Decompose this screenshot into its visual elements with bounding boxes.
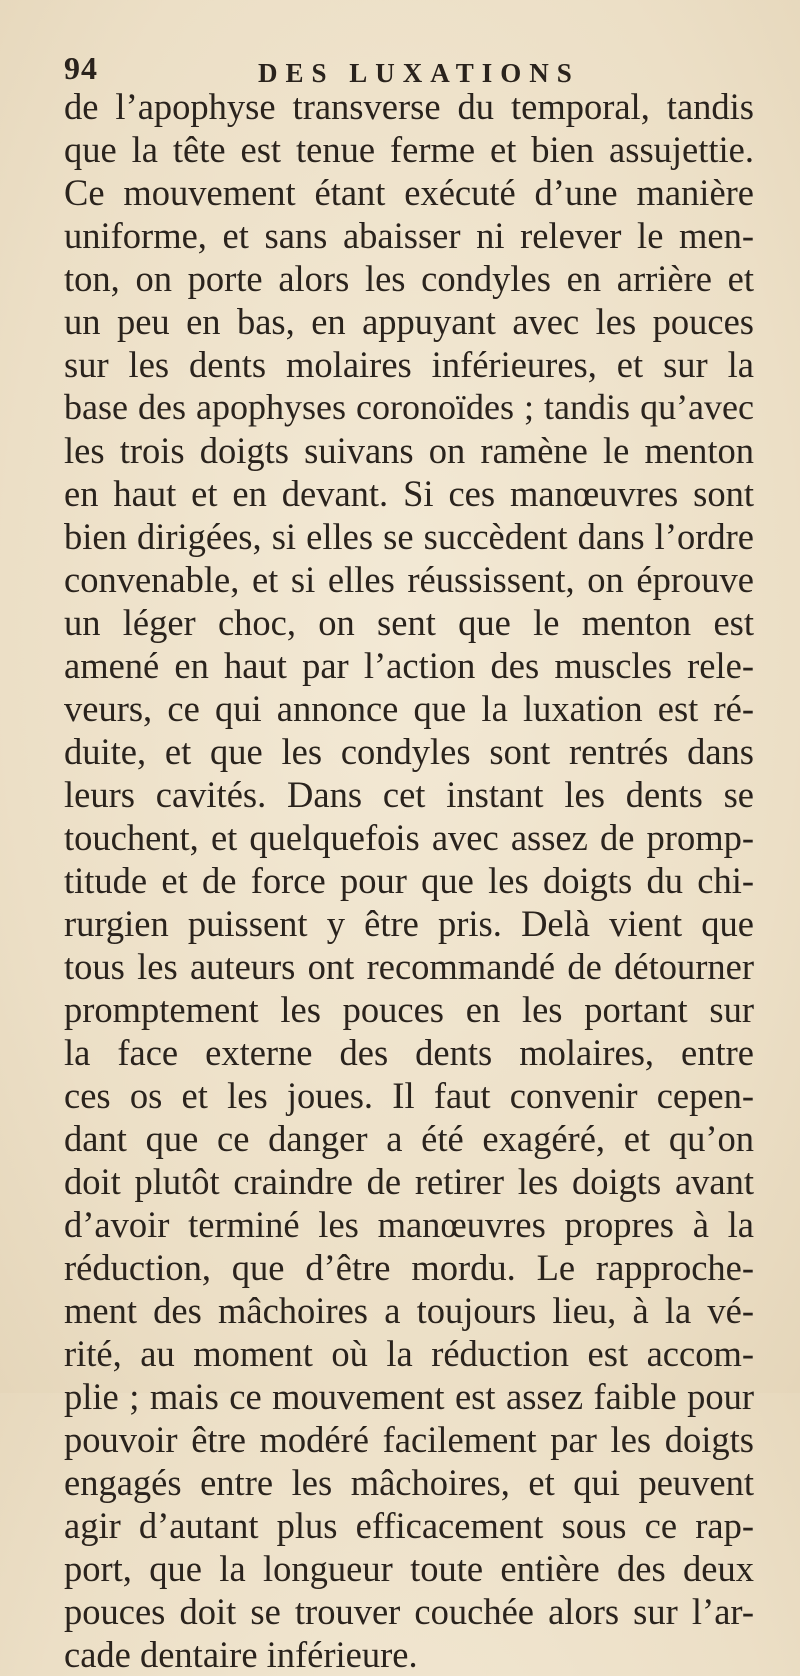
text-line: plie ; mais ce mouvement est assez faible pour (64, 1376, 754, 1417)
text-line: ton, on porte alors les condyles en arrière et (64, 258, 754, 299)
page-header (64, 50, 584, 90)
text-line: port, que la longueur toute entière des deux (64, 1548, 754, 1589)
text-line: ment des mâchoires a toujours lieu, à la vé- (64, 1290, 754, 1331)
text-line: base des apophyses coronoïdes ; tandis qu’avec (64, 387, 754, 427)
text-line: convenable, et si elles réussissent, on éprouve (64, 559, 754, 600)
text-line: ces os et les joues. Il faut convenir cepen- (64, 1075, 754, 1116)
text-line: promptement les pouces en les portant sur (64, 989, 754, 1030)
text-line: rurgien puissent y être pris. Delà vient que (64, 903, 754, 944)
page-number: 94 (64, 50, 98, 86)
text-line: dant que ce danger a été exagéré, et qu’on (64, 1118, 754, 1159)
text-line: Ce mouvement étant exécuté d’une manière (64, 172, 754, 213)
text-line: la face externe des dents molaires, entre (64, 1032, 754, 1073)
text-line: sur les dents molaires inférieures, et sur la (64, 344, 754, 385)
body-text (64, 85, 754, 1676)
text-line: leurs cavités. Dans cet instant les dents se (64, 774, 754, 815)
text-line: rité, au moment où la réduction est accom- (64, 1333, 754, 1374)
text-line: touchent, et quelquefois avec assez de promp- (64, 817, 754, 858)
text-line: pouvoir être modéré facilement par les doigts (64, 1419, 754, 1460)
text-line: titude et de force pour que les doigts du chi- (64, 860, 754, 901)
text-line: réduction, que d’être mordu. Le rapproche- (64, 1247, 754, 1288)
text-line: engagés entre les mâchoires, et qui peuvent (64, 1462, 754, 1503)
text-line: les trois doigts suivans on ramène le menton (64, 430, 754, 471)
text-line: veurs, ce qui annonce que la luxation est ré- (64, 688, 754, 729)
text-line: bien dirigées, si elles se succèdent dans l’ordre (64, 516, 754, 557)
running-title: DES LUXATIONS (258, 58, 580, 88)
text-line: un léger choc, on sent que le menton est (64, 602, 754, 643)
text-line: pouces doit se trouver couchée alors sur l’ar- (64, 1591, 754, 1632)
text-line: en haut et en devant. Si ces manœuvres sont (64, 473, 754, 514)
text-line: uniforme, et sans abaisser ni relever le men- (64, 215, 754, 256)
text-line: tous les auteurs ont recommandé de détourner (64, 946, 754, 987)
text-line: amené en haut par l’action des muscles rele- (64, 645, 754, 686)
text-line: duite, et que les condyles sont rentrés dans (64, 731, 754, 772)
text-line: cade dentaire inférieure. (64, 1634, 418, 1675)
text-line: d’avoir terminé les manœuvres propres à la (64, 1204, 754, 1245)
text-line: agir d’autant plus efficacement sous ce rap- (64, 1505, 754, 1546)
text-line: doit plutôt craindre de retirer les doigts avant (64, 1161, 754, 1202)
text-line: que la tête est tenue ferme et bien assujettie. (64, 129, 754, 170)
text-line: de l’apophyse transverse du temporal, tandis (64, 86, 754, 127)
text-line: un peu en bas, en appuyant avec les pouces (64, 301, 754, 342)
